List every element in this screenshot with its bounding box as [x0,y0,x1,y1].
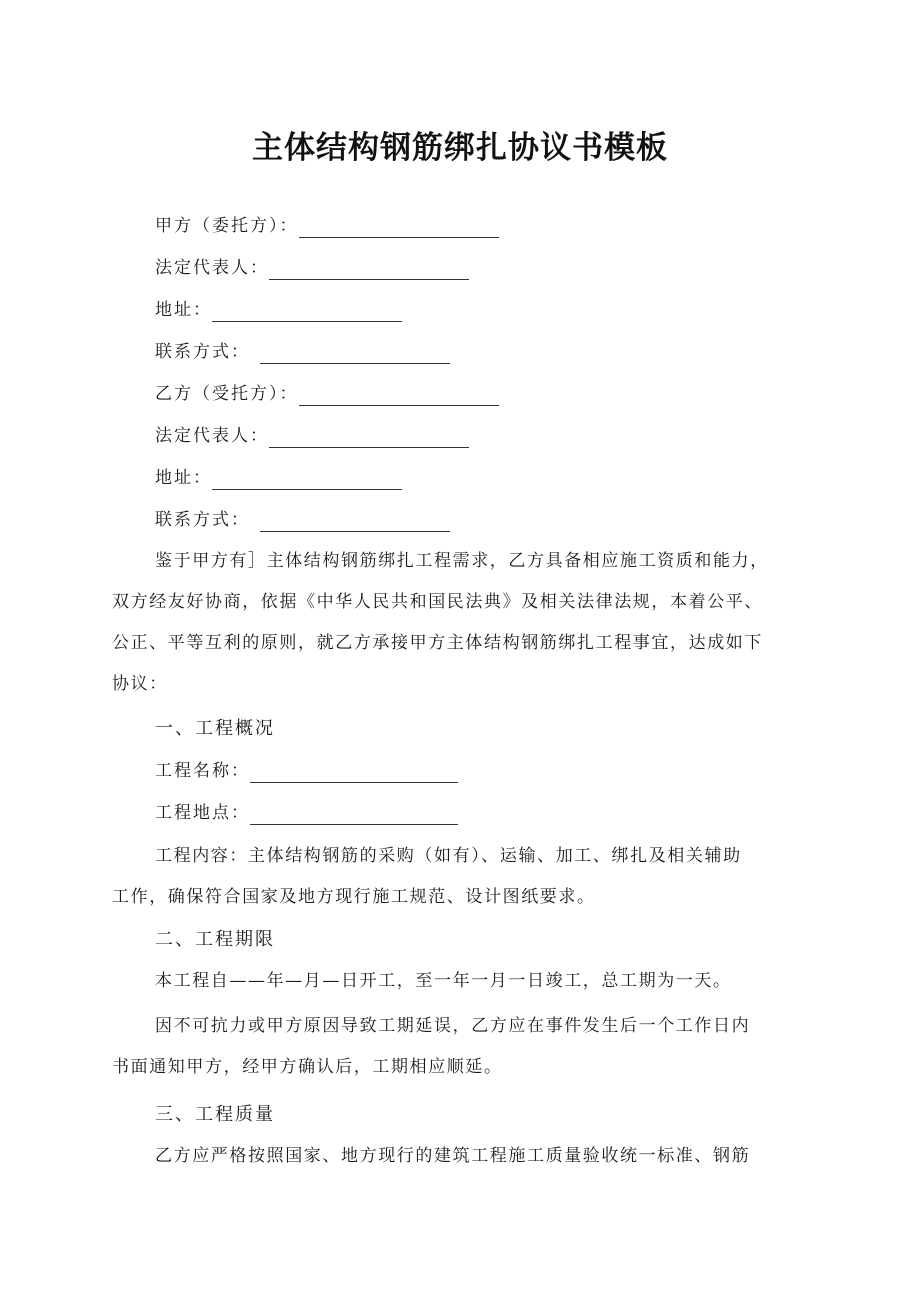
section-3-heading: 三、工程质量 [155,1104,275,1125]
party-a-address-label: 地址： [155,300,212,320]
preamble-paragraph [112,541,808,705]
period-paragraph [112,961,808,1002]
party-a-contact-label: 联系方式： [155,342,250,362]
party-a-rep-blank[interactable] [269,259,469,280]
project-name-blank[interactable] [250,762,458,783]
party-b-rep-field [155,424,469,448]
section-2-heading: 二、工程期限 [155,929,275,950]
party-a-field [155,214,499,238]
party-a-address-field [155,298,402,322]
preamble-line: 协议： [112,674,168,694]
project-content-line: 工作，确保符合国家及地方现行施工规范、设计图纸要求。 [112,887,596,907]
party-b-label: 乙方（受托方）： [155,384,299,404]
section-1-heading: 一、工程概况 [155,718,275,739]
project-location-field [155,801,458,825]
party-a-rep-label: 法定代表人： [155,258,269,278]
party-a-contact-blank[interactable] [260,343,450,364]
project-location-label: 工程地点： [155,803,250,823]
party-a-rep-field [155,256,469,280]
party-b-blank[interactable] [299,385,499,406]
party-a-blank[interactable] [299,217,499,238]
preamble-line: 公正、平等互利的原则，就乙方承接甲方主体结构钢筋绑扎工程事宜，达成如下 [112,633,763,653]
preamble-line: 鉴于甲方有］主体结构钢筋绑扎工程需求，乙方具备相应施工资质和能力， [155,551,769,571]
party-a-contact-field [155,340,450,364]
party-b-address-blank[interactable] [212,469,402,490]
project-name-field [155,759,458,783]
document-title: 主体结构钢筋绑扎协议书模板 [252,130,668,166]
party-b-contact-field [155,508,450,532]
party-b-address-field [155,466,402,490]
quality-paragraph [112,1136,808,1177]
party-a-label: 甲方（委托方）： [155,216,299,236]
party-b-address-label: 地址： [155,468,212,488]
project-content-line: 工程内容：主体结构钢筋的采购（如有）、运输、加工、绑扎及相关辅助 [155,846,742,866]
quality-line: 乙方应严格按照国家、地方现行的建筑工程施工质量验收统一标准、钢筋 [155,1146,751,1166]
preamble-line: 双方经友好协商，依据《中华人民共和国民法典》及相关法律法规，本着公平、 [112,592,763,612]
delay-line: 因不可抗力或甲方原因导致工期延误，乙方应在事件发生后一个工作日内 [155,1016,751,1036]
project-location-blank[interactable] [250,804,458,825]
party-b-field [155,382,499,406]
party-b-contact-blank[interactable] [260,511,450,532]
project-content-paragraph [112,836,808,918]
period-line: 本工程自——年—月—日开工，至一年一月一日竣工，总工期为一天。 [155,971,732,991]
party-b-contact-label: 联系方式： [155,510,250,530]
project-name-label: 工程名称： [155,761,250,781]
party-b-rep-blank[interactable] [269,427,469,448]
delay-paragraph [112,1006,808,1088]
delay-line: 书面通知甲方，经甲方确认后，工期相应顺延。 [112,1057,503,1077]
party-a-address-blank[interactable] [212,301,402,322]
party-b-rep-label: 法定代表人： [155,426,269,446]
